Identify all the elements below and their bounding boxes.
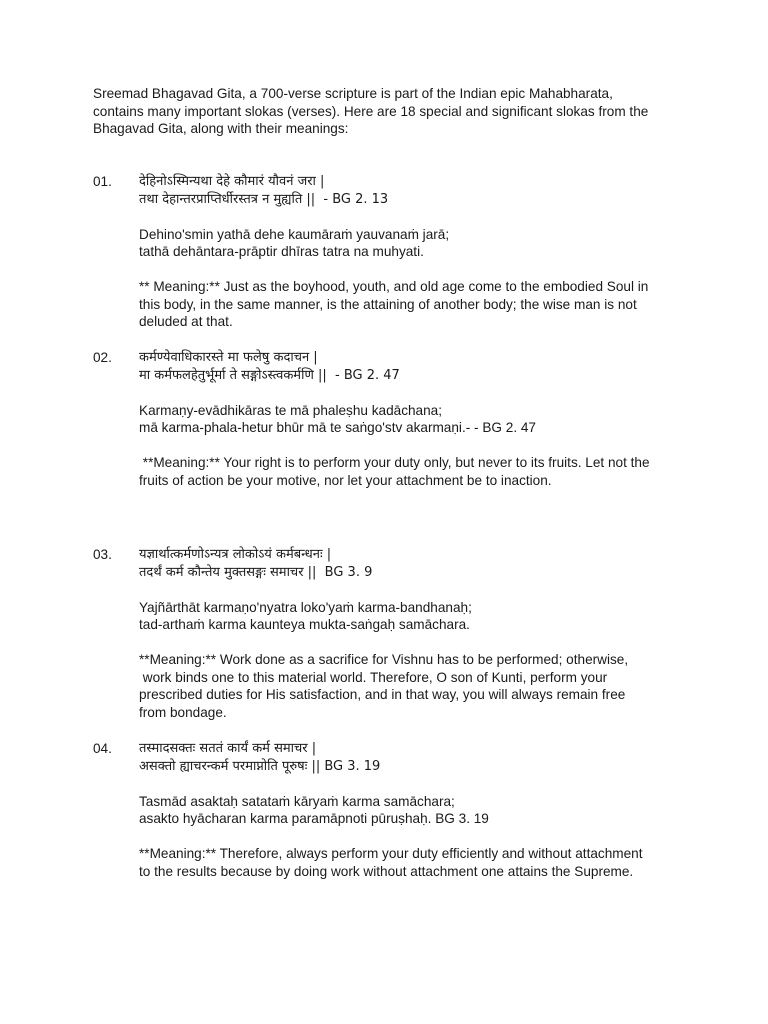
transliteration-line: Dehino'smin yathā dehe kaumāraṁ yauvanaṁ jarā; bbox=[139, 226, 450, 242]
transliteration-line: asakto hyācharan karma paramāpnoti pūruṣhaḥ. BG 3. 19 bbox=[139, 811, 489, 826]
meaning-line: prescribed duties for His satisfaction, and in that way, you will always remain free bbox=[139, 687, 626, 702]
meaning-line: to the results because by doing work without attachment one attains the Supreme. bbox=[139, 863, 634, 879]
meaning-line: from bondage. bbox=[139, 704, 227, 720]
intro-paragraph: Sreemad Bhagavad Gita, a 700-verse scripture is part of the Indian epic Mahabharata, contains many important slokas (verses). Here are 18 special and significant slokas from the Bhagavad Gita, along with their meanings: bbox=[93, 86, 649, 136]
verse-number: 02. bbox=[93, 350, 112, 365]
transliteration-line: Karmaṇy-evādhikāras te mā phaleṣhu kadāchana; bbox=[139, 402, 443, 418]
meaning-line: fruits of action be your motive, nor let your attachment be to inaction. bbox=[139, 472, 552, 488]
meaning-line: **Meaning:** Therefore, always perform your duty efficiently and without attachment bbox=[139, 846, 643, 861]
transliteration-line: mā karma-phala-hetur bhūr mā te saṅgo'stv akarmaṇi.- - BG 2. 47 bbox=[139, 420, 536, 435]
sanskrit-line: तथा देहान्तरप्राप्तिर्धीरस्तत्र न मुह्यति || - BG 2. 13 bbox=[139, 191, 389, 207]
verse-number: 03. bbox=[93, 547, 112, 562]
transliteration-line: Yajñārthāt karmaṇo'nyatra loko'yaṁ karma-bandhanaḥ; bbox=[139, 599, 472, 615]
meaning-line: work binds one to this material world. Therefore, O son of Kunti, perform your bbox=[139, 669, 608, 685]
meaning-line: ** Meaning:** Just as the boyhood, youth, and old age come to the embodied Soul in bbox=[139, 279, 649, 294]
sanskrit-line: असक्तो ह्याचरन्कर्म परमाप्नोति पूरुषः || BG 3. 19 bbox=[139, 758, 381, 774]
transliteration-line: tathā dehāntara-prāptir dhīras tatra na muhyati. bbox=[139, 244, 424, 259]
meaning-line: **Meaning:** Your right is to perform your duty only, but never to its fruits. Let not the bbox=[139, 455, 650, 470]
sanskrit-line: तस्मादसक्तः सततं कार्यं कर्म समाचर | bbox=[139, 741, 317, 756]
verse-number: 04. bbox=[93, 741, 112, 756]
transliteration-line: tad-arthaṁ karma kaunteya mukta-saṅgaḥ samāchara. bbox=[139, 617, 470, 632]
meaning-line: **Meaning:** Work done as a sacrifice for Vishnu has to be performed; otherwise, bbox=[139, 652, 629, 667]
sanskrit-line: यज्ञार्थात्कर्मणोऽन्यत्र लोकोऽयं कर्मबन्धनः | bbox=[139, 547, 332, 562]
sanskrit-line: तदर्थं कर्म कौन्तेय मुक्तसङ्गः समाचर || BG 3. 9 bbox=[139, 564, 373, 580]
sanskrit-line: देहिनोऽस्मिन्यथा देहे कौमारं यौवनं जरा | bbox=[139, 174, 325, 189]
meaning-line: this body, in the same manner, is the attaining of another body; the wise man is not bbox=[139, 296, 637, 312]
sanskrit-line: कर्मण्येवाधिकारस्ते मा फलेषु कदाचन | bbox=[139, 350, 318, 365]
sanskrit-line: मा कर्मफलहेतुर्भूर्मा ते सङ्गोऽस्त्वकर्मणि || - BG 2. 47 bbox=[139, 367, 400, 383]
transliteration-line: Tasmād asaktaḥ satataṁ kāryaṁ karma samāchara; bbox=[139, 793, 455, 809]
verse-number: 01. bbox=[93, 174, 112, 189]
meaning-line: deluded at that. bbox=[139, 314, 233, 329]
